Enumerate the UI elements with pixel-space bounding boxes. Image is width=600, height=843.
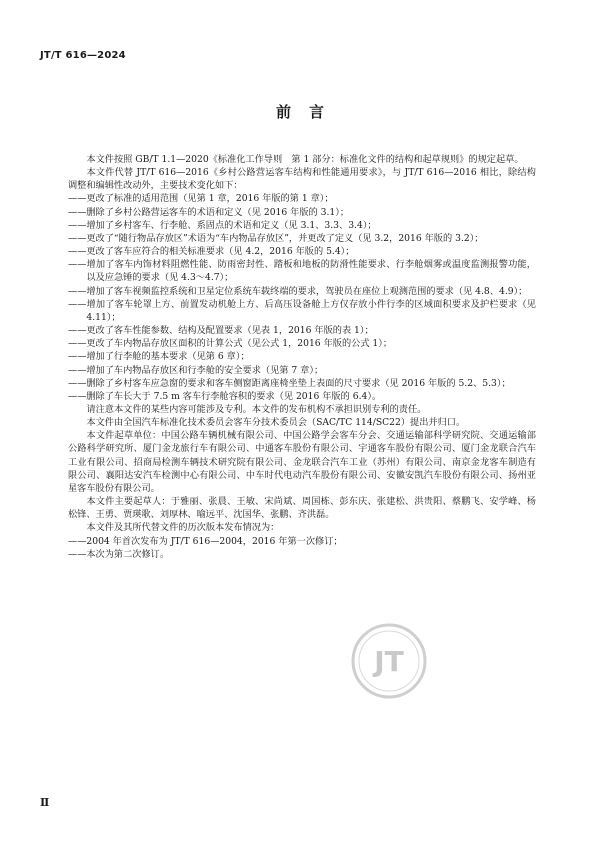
change-item: ——更改了客车应符合的相关标准要求（见 4.2，2016 年版的 5.4）；: [68, 246, 355, 258]
standard-number: JT/T 616—2024: [40, 50, 126, 61]
jt-stamp-watermark: [350, 622, 428, 700]
change-item: ——增加了乡村客车、行李舱、系固点的术语和定义（见 3.1、3.3、3.4）；: [68, 219, 377, 231]
change-item: ——删除了车长大于 7.5 m 客车行李舱容积的要求（见 2016 年版的 6.4）。: [68, 390, 382, 402]
drafting-units: 本文件起草单位：中国公路车辆机械有限公司、中国公路学会客车分会、交通运输部科学研究院、交通运输部公路科学研究所、厦门金龙旅行车有限公司、中通客车股份有限公司、宇通客车股份有限公司、厦门金龙联合汽车工业有限公司、招商局检测车辆技术研究院有限公司、金龙联合汽车工业（苏州）有限公司、南京金龙客车制造有限公司、襄阳达安汽车检测中心有限公司、中车时代电动汽车股份有限公司、安徽安凯汽车股份有限公司、扬州亚星客车股份有限公司。: [68, 430, 536, 494]
history-item: ——2004 年首次发布为 JT/T 616—2004，2016 年第一次修订；: [68, 535, 343, 547]
change-item: ——更改了客车性能参数、结构及配置要求（见表 1，2016 年版的表 1）；: [68, 325, 374, 337]
change-item: ——更改了车内物品存放区面积的计算公式（见公式 1，2016 年版的公式 1）；: [68, 338, 393, 350]
change-item: ——更改了标准的适用范围（见第 1 章，2016 年版的第 1 章）；: [68, 193, 334, 205]
stamp-text: JT: [374, 645, 404, 678]
change-item: ——增加了客车视频监控系统和卫星定位系统车载终端的要求，驾驶员在座位上观测范围的要求（见 4.8、4.9）；: [68, 285, 528, 297]
history-intro: 本文件及其所代替文件的历次版本发布情况为：: [86, 522, 280, 534]
foreword-body: [68, 153, 536, 561]
change-item: ——更改了“随行物品存放区”术语为“车内物品存放区”，并更改了定义（见 3.2，2016 年版的 3.2）；: [68, 232, 484, 244]
intro-paragraph-2: 本文件代替 JT/T 616—2016《乡村公路营运客车结构和性能通用要求》，与 JT/T 616—2016 相比，除结构调整和编辑性改动外，主要技术变化如下：: [68, 167, 536, 192]
drafters: 本文件主要起草人：于雅丽、张晨、王敏、宋尚斌、周国栋、彭东庆、张建松、洪贵阳、蔡鹏飞、安学峰、杨松锋、王勇、贾瑛歌、刘厚林、喻远平、沈国华、张鹏、齐洪磊。: [68, 496, 536, 521]
change-item: ——删除了乡村客车应急窗的要求和客车侧窗距离座椅坐垫上表面的尺寸要求（见 2016 年版的 5.2、5.3）；: [68, 377, 511, 389]
history-item: ——本次为第二次修订。: [68, 548, 170, 560]
change-item: ——增加了行李舱的基本要求（见第 6 章）；: [68, 351, 250, 363]
page-number: Ⅱ: [40, 796, 50, 809]
change-item: ——增加了客车内饰材料阻燃性能、防雨密封性、踏板和地板的防滑性能要求、行李舱烟雾或温度监测报警功能，以及应急锤的要求（见 4.3～4.7）；: [68, 259, 536, 284]
patent-notice: 请注意本文件的某些内容可能涉及专利。本文件的发布机构不承担识别专利的责任。: [86, 403, 427, 415]
intro-paragraph-1: 本文件按照 GB/T 1.1—2020《标准化工作导则 第 1 部分：标准化文件的结构和起草规则》的规定起草。: [86, 154, 524, 165]
change-item: ——删除了乡村公路营运客车的术语和定义（见 2016 年版的 3.1）；: [68, 206, 350, 218]
page-title: 前言: [275, 103, 342, 121]
change-item: ——增加了车内物品存放区和行李舱的安全要求（见第 7 章）；: [68, 364, 324, 376]
proposer-statement: 本文件由全国汽车标准化技术委员会客车分技术委员会（SAC/TC 114/SC22）提出并归口。: [86, 417, 466, 429]
change-item: ——增加了客车轮罩上方、前置发动机舱上方、后高压设备舱上方仅存放小件行李的区域面积要求及护栏要求（见 4.11）；: [68, 298, 536, 323]
